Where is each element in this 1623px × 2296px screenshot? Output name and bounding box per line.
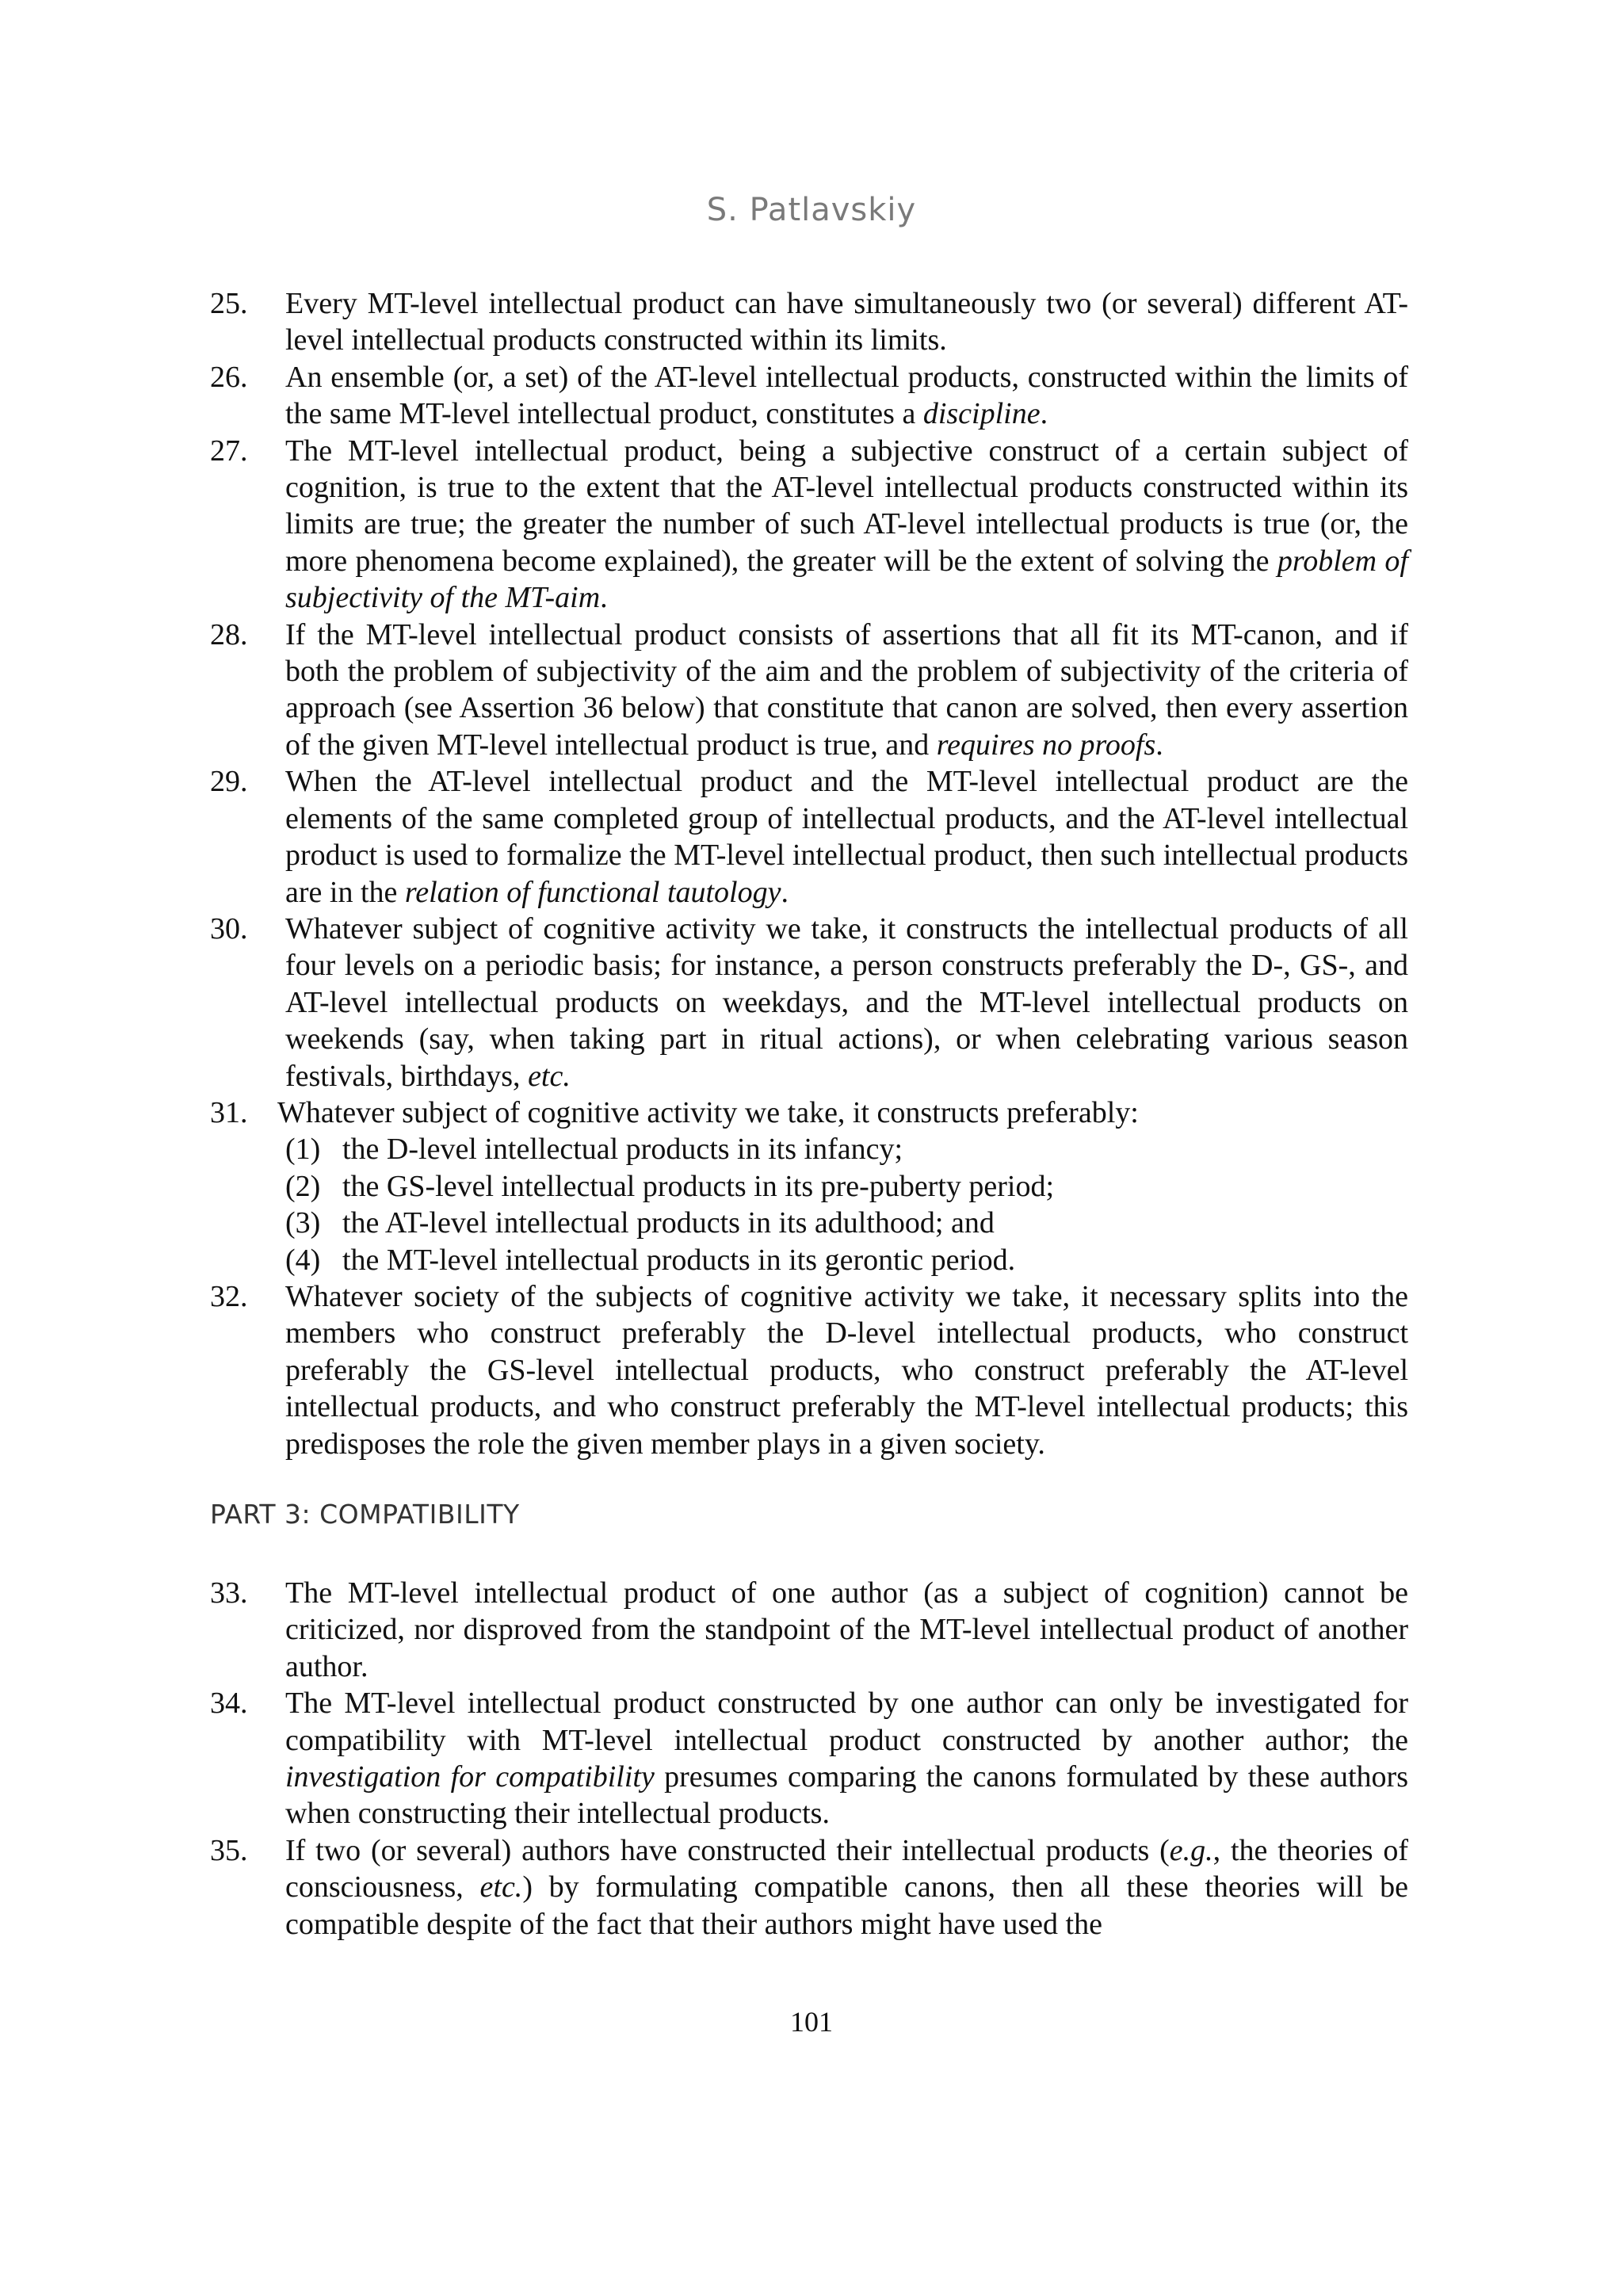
item-text <box>285 285 1408 359</box>
text-run: When the AT-level intellectual product and the MT-level intellectual product are the elements of the same completed group of intellectual products, and the AT-level intellectual product is used to formalize the MT-level intellectual product, then such intellectual products are in the <box>285 765 1408 909</box>
text-run: The MT-level intellectual product constructed by one author can only be investigated for compatibility with MT-level intellectual product constructed by another author; the <box>285 1687 1408 1757</box>
item-number: 34. <box>210 1687 248 1721</box>
item-text <box>285 433 1408 617</box>
list-item <box>210 285 1408 359</box>
sublist-number: (4) <box>285 1243 321 1277</box>
sublist-text: the MT-level intellectual products in its gerontic period. <box>342 1243 1016 1277</box>
italic-term: relation of functional tautology <box>404 875 781 909</box>
item-number: 25. <box>210 287 248 320</box>
sublist-item <box>285 1205 1408 1241</box>
list-item <box>210 617 1408 764</box>
sublist-number: (1) <box>285 1133 321 1167</box>
italic-term: e.g. <box>1169 1833 1213 1867</box>
sublist-item <box>285 1242 1408 1278</box>
italic-term: investigation for compatibility <box>285 1760 655 1794</box>
italic-term: requires no proofs <box>936 728 1156 762</box>
italic-term: problem of subjectivity of the MT-aim <box>285 544 1408 615</box>
item-number: 28. <box>210 617 248 651</box>
list-item <box>210 763 1408 911</box>
list-item <box>210 433 1408 617</box>
sublist-number: (2) <box>285 1169 321 1203</box>
item-text <box>285 1832 1408 1943</box>
text-run: Whatever subject of cognitive activity we take, it constructs the intellectual products of all four levels on a periodic basis; for instance, a person constructs preferably the D-, GS-, and AT-level intellectual products on weekdays, and the MT-level intellectual products on weekends (say, when taking part in ritual actions), or when celebrating various season festivals, birthdays, <box>285 911 1408 1093</box>
italic-term: etc. <box>528 1059 571 1093</box>
list-item <box>210 1278 1408 1462</box>
item-text: Whatever subject of cognitive activity we take, it constructs preferably: <box>277 1095 1139 1129</box>
text-run: . <box>1155 728 1163 762</box>
item-number: 32. <box>210 1279 248 1313</box>
text-run: The MT-level intellectual product, being a subjective construct of a certain subject of cognition, is true to the extent that the AT-level intellectual products constructed within its limits are true; the greater the number of such AT-level intellectual products is true (or, the more phenomena become explained), the greater will be the extent of solving the <box>285 434 1408 578</box>
item-text <box>285 1685 1408 1832</box>
item-number: 31. <box>210 1095 248 1129</box>
item-number: 35. <box>210 1833 248 1867</box>
sublist-text: the D-level intellectual products in its infancy; <box>342 1133 903 1167</box>
item-text <box>285 911 1408 1095</box>
text-run: ) by formulating compatible canons, then all these theories will be compatible despite of the fact that their authors might have used the <box>285 1870 1408 1941</box>
text-run: . <box>781 875 789 909</box>
item-number: 26. <box>210 360 248 394</box>
sublist-text: the AT-level intellectual products in its adulthood; and <box>342 1206 995 1240</box>
italic-term: etc. <box>479 1870 523 1904</box>
sublist-text: the GS-level intellectual products in its pre-puberty period; <box>342 1169 1055 1203</box>
running-head: S. Patlavskiy <box>706 192 917 228</box>
section-heading: PART 3: COMPATIBILITY <box>210 1499 520 1530</box>
text-run: presumes comparing the canons formulated by these authors when constructing their intellectual products. <box>285 1760 1408 1831</box>
item-number: 30. <box>210 911 248 946</box>
item-number: 27. <box>210 434 248 468</box>
assertion-list-part-2 <box>210 285 1408 1095</box>
text-run: If two (or several) authors have constructed their intellectual products ( <box>285 1833 1170 1867</box>
text-run: . <box>1040 397 1048 431</box>
item-number: 29. <box>210 765 248 799</box>
text-run: The MT-level intellectual product of one author (as a subject of cognition) cannot be criticized, nor disproved from the standpoint of the MT-level intellectual product of another author. <box>285 1576 1408 1683</box>
text-run: An ensemble (or, a set) of the AT-level intellectual products, constructed within the limits of the same MT-level intellectual product, constitutes a <box>285 360 1408 431</box>
sublist-number: (3) <box>285 1206 321 1240</box>
item-text <box>285 359 1408 433</box>
text-run: Every MT-level intellectual product can have simultaneously two (or several) different AT-level intellectual products constructed within its limits. <box>285 287 1408 357</box>
text-run: Whatever society of the subjects of cognitive activity we take, it necessary splits into the members who construct preferably the D-level intellectual products, who construct preferably the GS-level intellectual products, who construct preferably the AT-level intellectual products, and who construct preferably the MT-level intellectual products; this predisposes the role the given member plays in a given society. <box>285 1279 1408 1461</box>
list-item-31 <box>210 1095 1408 1131</box>
page-body <box>210 285 1408 1943</box>
list-item <box>210 1575 1408 1685</box>
assertion-list-part-3 <box>210 1575 1408 1943</box>
item-text <box>285 763 1408 911</box>
list-item <box>210 1832 1408 1943</box>
sublist-item <box>285 1168 1408 1205</box>
text-run: If the MT-level intellectual product consists of assertions that all fit its MT-canon, and if both the problem of subjectivity of the aim and the problem of subjectivity of the criteria of approach (see Assertion 36 below) that constitute that canon are solved, then every assertion of the given MT-level intellectual product is true, and <box>285 617 1408 762</box>
item-text <box>285 617 1408 764</box>
page-number: 101 <box>790 2006 833 2038</box>
italic-term: discipline <box>922 397 1041 431</box>
sublist-31 <box>210 1131 1408 1278</box>
item-text <box>285 1575 1408 1685</box>
item-number: 33. <box>210 1576 248 1610</box>
list-item <box>210 911 1408 1095</box>
item-text <box>285 1278 1408 1462</box>
list-item <box>210 359 1408 433</box>
text-run: , the theories of consciousness, <box>285 1833 1408 1904</box>
sublist-item <box>285 1131 1408 1167</box>
list-item <box>210 1685 1408 1832</box>
assertion-list-part-2-end <box>210 1278 1408 1462</box>
text-run: . <box>600 581 608 615</box>
